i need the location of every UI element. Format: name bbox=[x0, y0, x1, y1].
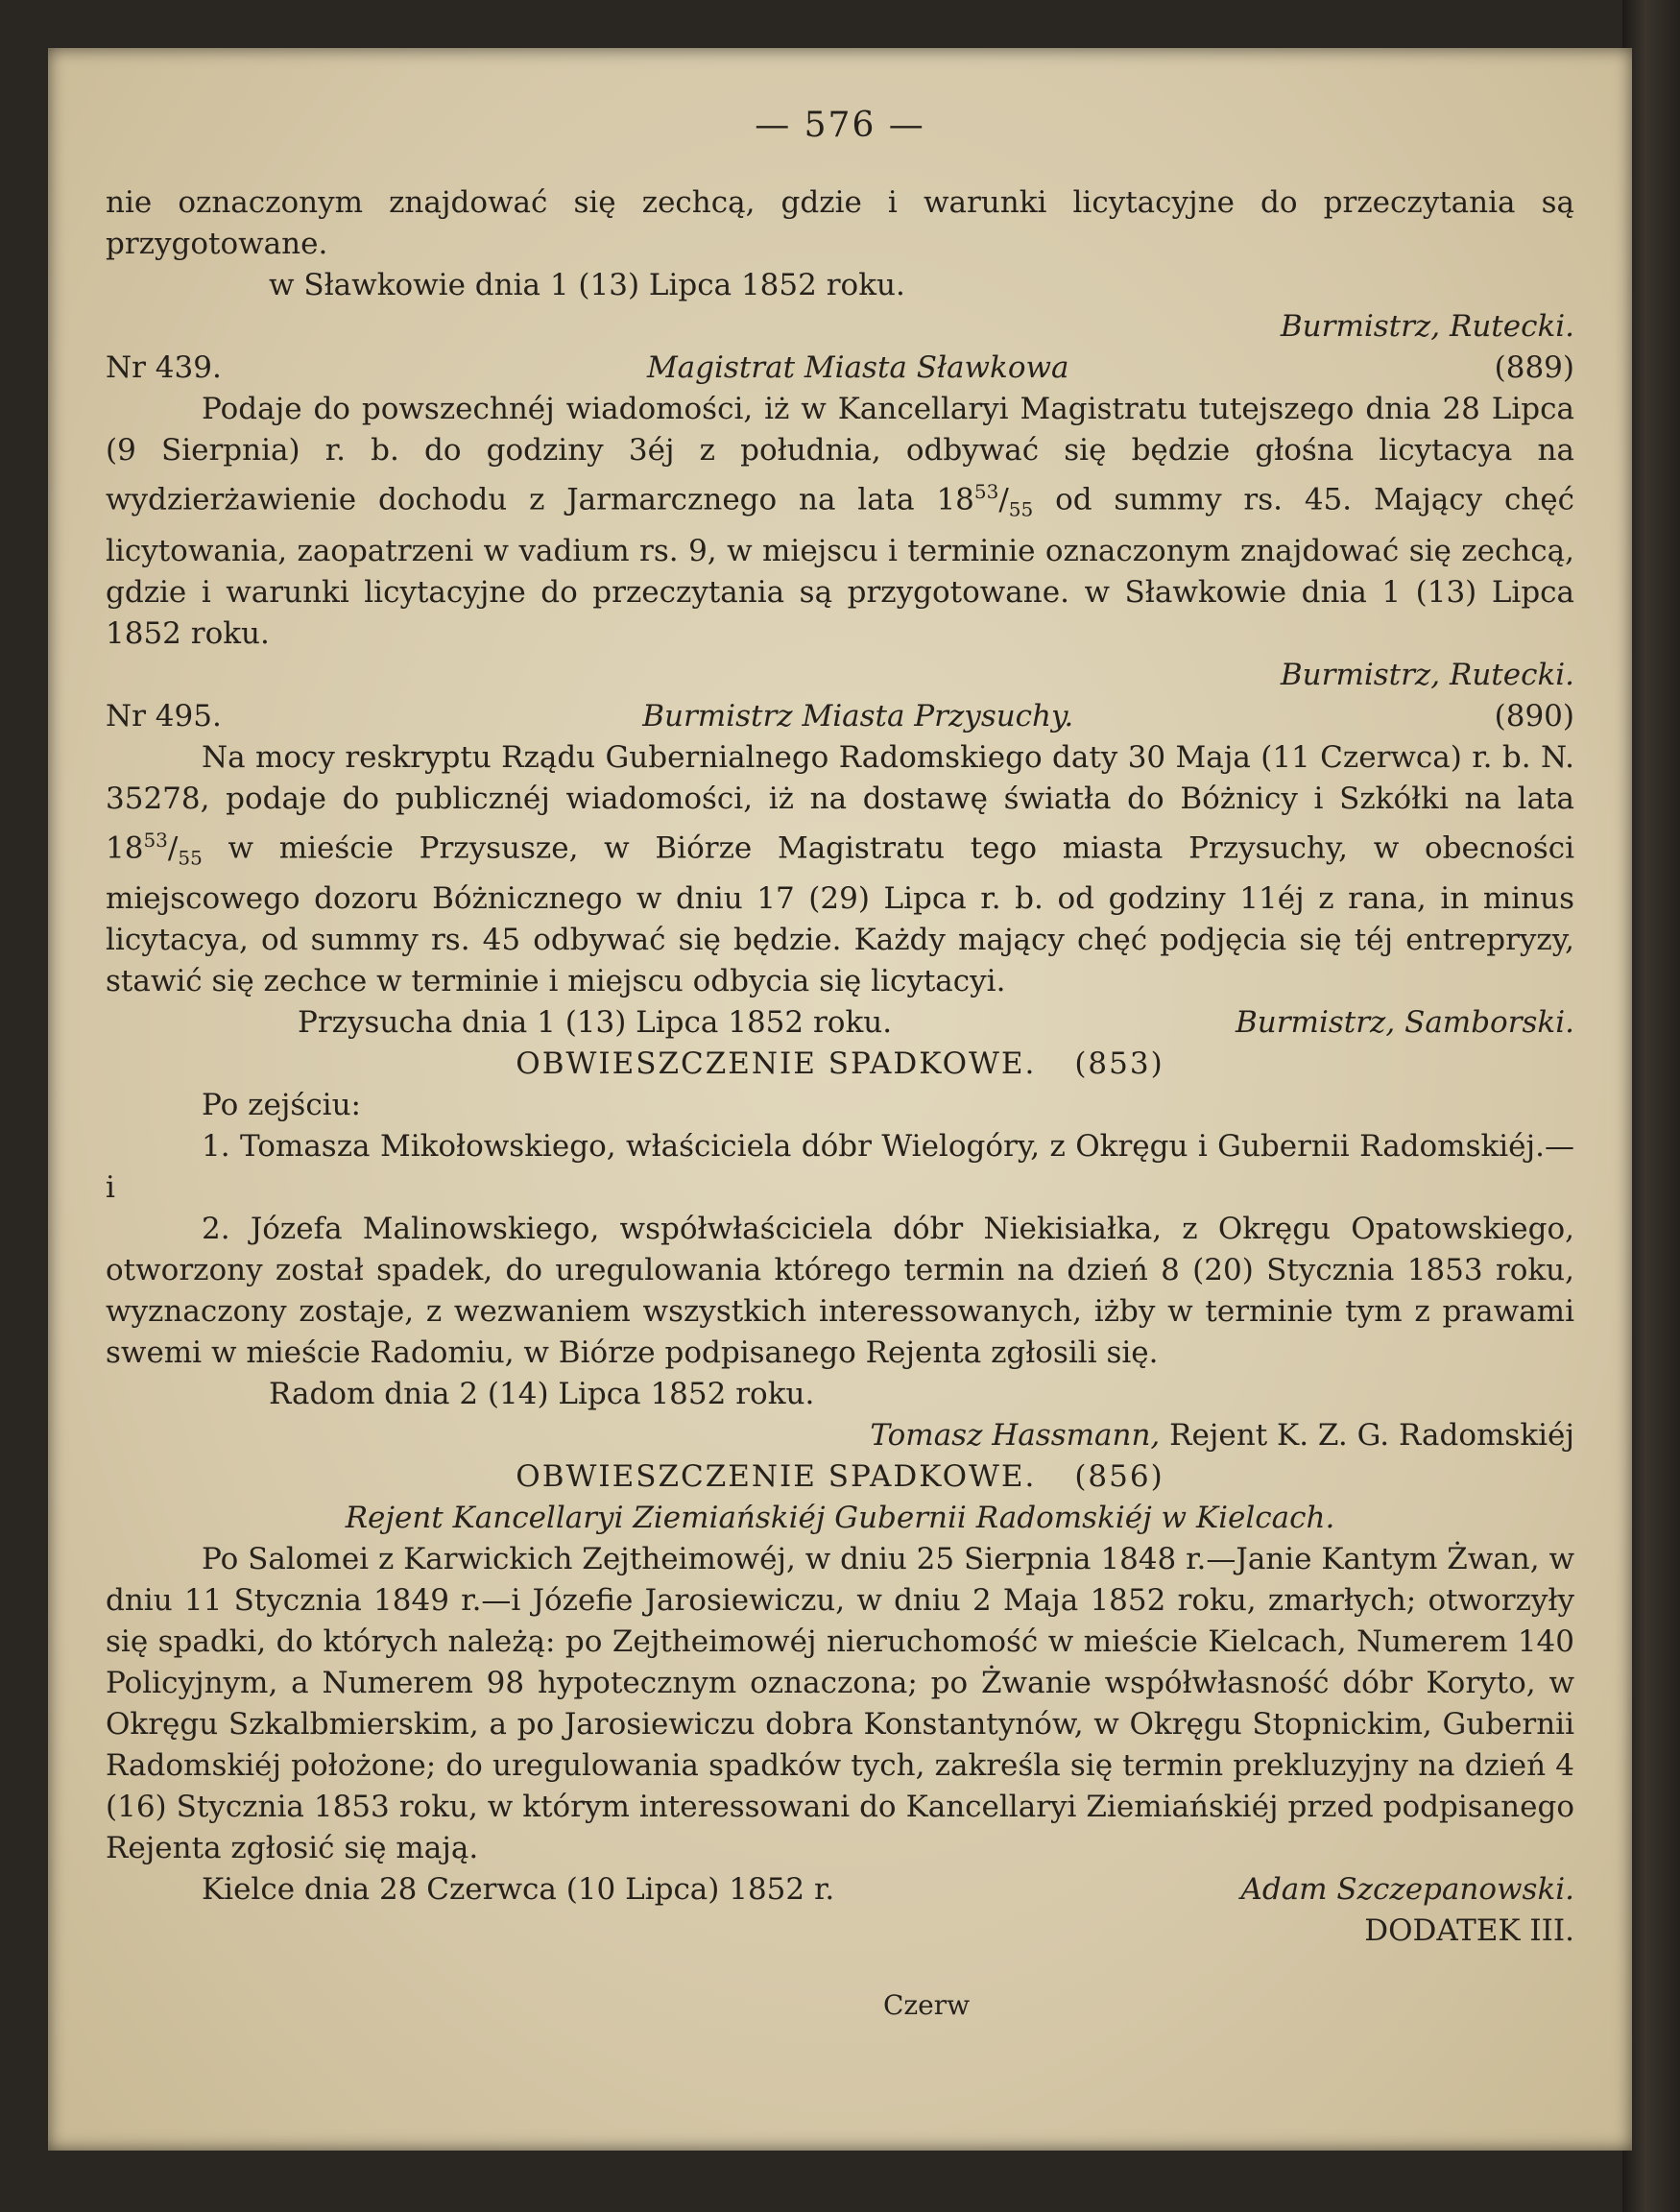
notice-853-ref: (853) bbox=[1074, 1046, 1164, 1082]
notice-856-dateline: Kielce dnia 28 Czerwca (10 Lipca) 1852 r. bbox=[202, 1872, 835, 1908]
notice-853-item-2: 2. Józefa Malinowskiego, współwłaściciela dóbr Niekisiałka, z Okręgu Opatowskiego, otworzony został spadek, do uregulowania którego termin na dzień 8 (20) Stycznia 1853 roku, wyznaczony zostaje, z wezwaniem wszystkich interessowanych, iżby w terminie tym z prawami swemi w mieście Radomiu, w Biórze podpisanego Rejenta zgłosili się. bbox=[106, 1212, 1574, 1371]
notice-856-subheading: Rejent Kancellaryi Ziemiańskiéj Gubernii Radomskiéj w Kielcach. bbox=[345, 1501, 1335, 1536]
notice-856-heading: OBWIESZCZENIE SPADKOWE. (856) bbox=[516, 1459, 1164, 1495]
notice-853-signature-title: Rejent K. Z. G. Radomskiéj bbox=[1169, 1418, 1574, 1454]
notice-439-sub: 55 bbox=[1008, 497, 1034, 521]
notice-853-signature-name: Tomasz Hassmann, bbox=[870, 1418, 1161, 1454]
notice-439-body: Podaje do powszechnéj wiadomości, iż w Kancellaryi Magistratu tutejszego dnia 28 Lipca (9 Sierpnia) r. b. do godziny 3éj z południa, odbywać się będzie głośna licytacya na wydzierżawienie dochodu z Jarmarcznego na lata $18^{53}/_{55}$ od summy rs. 45. Mający chęć licytowania, zaopatrzeni w vadium rs. 9, w miejscu i terminie oznaczonym znajdować się zechcą, gdzie i warunki licytacyjne do przeczytania są przygotowane. w Sławkowie dnia 1 (13) Lipca 1852 roku. bbox=[106, 392, 1575, 651]
notice-495-body: Na mocy reskryptu Rządu Gubernialnego Radomskiego daty 30 Maja (11 Czerwca) r. b. N. 35278, podaje do publicznéj wiadomości, iż na dostawę światła do Bóżnicy i Szkółki na lata $18^{53}/_{55}$ w mieście Przysusze, w Biórze Magistratu tego miasta Przysuchy, w obecności miejscowego dozoru Bóżnicznego w dniu 17 (29) Lipca r. b. od godziny 11éj z rana, in minus licytacya, od summy rs. 45 odbywać się będzie. Każdy mający chęć podjęcia się téj entrepryzy, stawić się zechce w terminie i miejscu odbycia się licytacyi. bbox=[106, 739, 1574, 999]
notice-856-signature: Adam Szczepanowski. bbox=[1240, 1872, 1574, 1908]
document-page bbox=[48, 48, 1632, 2151]
intro-signature: Burmistrz, Rutecki. bbox=[1280, 309, 1574, 344]
notice-439-ref: (889) bbox=[1494, 350, 1574, 385]
notice-439-dateline: w Sławkowie dnia 1 (13) Lipca 1852 roku. bbox=[106, 574, 1575, 651]
notice-495-ref: (890) bbox=[1494, 698, 1574, 733]
notice-853-item-1: 1. Tomasza Mikołowskiego, właściciela dóbr Wielogóry, z Okręgu i Gubernii Radomskiéj.—i bbox=[106, 1129, 1574, 1206]
notice-439-authority: Magistrat Miasta Sławkowa bbox=[646, 350, 1069, 385]
notice-495-sup: 53 bbox=[143, 828, 168, 852]
notice-439-sup: 53 bbox=[973, 480, 999, 503]
notice-495-header bbox=[106, 696, 1574, 737]
notice-853-lead: Po zejściu: bbox=[202, 1088, 362, 1123]
dodatek-label: DODATEK III. bbox=[1364, 1913, 1574, 1949]
notice-495-sub: 55 bbox=[178, 846, 203, 870]
page-text bbox=[106, 182, 1574, 1952]
notice-853-dateline: Radom dnia 2 (14) Lipca 1852 roku. bbox=[269, 1377, 815, 1412]
notice-856-ref: (856) bbox=[1074, 1459, 1164, 1495]
notice-495-dateline: Przysucha dnia 1 (13) Lipca 1852 roku. bbox=[298, 1005, 893, 1041]
intro-continuation: nie oznaczonym znajdować się zechcą, gdzie i warunki licytacyjne do przeczytania są przygotowane. bbox=[106, 185, 1574, 261]
notice-853-signature bbox=[106, 1415, 1574, 1456]
notice-439-nr: Nr 439. bbox=[106, 350, 222, 385]
catchword: Czerw bbox=[883, 1989, 971, 2021]
intro-dateline: w Sławkowie dnia 1 (13) Lipca 1852 roku. bbox=[269, 268, 905, 302]
notice-495-authority: Burmistrz Miasta Przysuchy. bbox=[642, 698, 1074, 733]
notice-495-signature: Burmistrz, Samborski. bbox=[1235, 1005, 1574, 1041]
page-number: — 576 — bbox=[755, 106, 925, 145]
notice-853-heading: OBWIESZCZENIE SPADKOWE. (853) bbox=[516, 1046, 1164, 1082]
notice-856-footer bbox=[106, 1869, 1574, 1911]
notice-439-header bbox=[106, 348, 1574, 389]
notice-856-body: Po Salomei z Karwickich Zejtheimowéj, w dniu 25 Sierpnia 1848 r.—Janie Kantym Żwan, w dniu 11 Stycznia 1849 r.—i Józefie Jarosiewiczu, w dniu 2 Maja 1852 roku, zmarłych; otworzyły się spadki, do których należą: po Zejtheimowéj nieruchomość w mieście Kielcach, Numerem 140 Policyjnym, a Numerem 98 hypotecznym oznaczona; po Żwanie współwłasność dóbr Koryto, w Okręgu Szkalbmierskim, a po Jarosiewiczu dobra Konstantynów, w Okręgu Stopnickim, Gubernii Radomskiéj położone; do uregulowania spadków tych, zakreśla się termin prekluzyjny na dzień 4 (16) Stycznia 1853 roku, w którym interessowani do Kancellaryi Ziemiańskiéj przed podpisanego Rejenta zgłosić się mają. bbox=[106, 1542, 1574, 1866]
notice-495-footer bbox=[106, 1002, 1574, 1044]
notice-495-nr: Nr 495. bbox=[106, 698, 222, 733]
notice-439-signature: Burmistrz, Rutecki. bbox=[1280, 657, 1574, 692]
